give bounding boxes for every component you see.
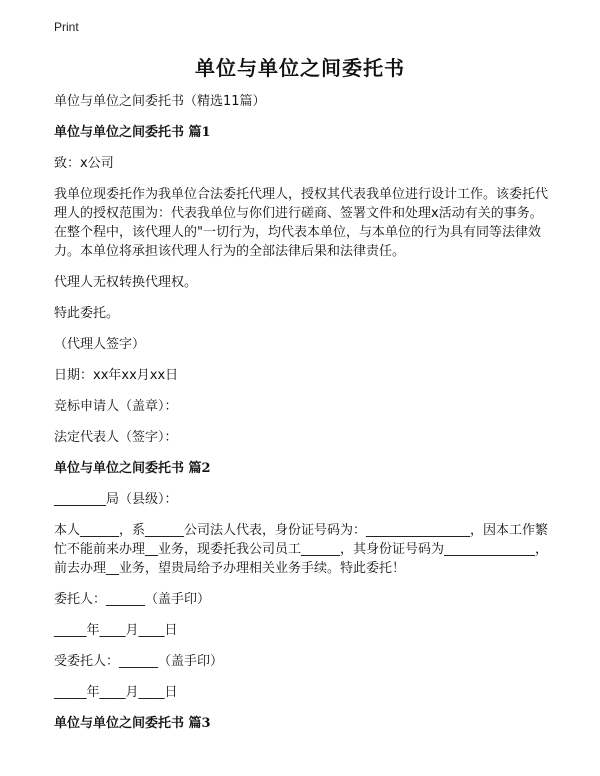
document-body: [54, 92, 554, 745]
addressee: 致：x公司: [54, 156, 114, 171]
section-heading-3: 单位与单位之间委托书 篇3: [54, 716, 211, 731]
principal-line: 委托人：______（盖手印）: [54, 592, 211, 607]
agent-line: 受委托人：______（盖手印）: [54, 654, 224, 669]
agent-date-line: _____年____月____日: [54, 685, 178, 700]
principal-date-line: _____年____月____日: [54, 623, 178, 638]
agent-signature: （代理人签字）: [54, 337, 146, 352]
section-2-body: 本人______，系______公司法人代表，身份证号码为：________________，因本工作繁忙不能前来办理__业务，现委托我公司员工______，其身份证号码为______________，前去办理__业务，望贵局给予办理相关业务手续。特此委托！: [54, 523, 549, 576]
legal-rep-signature: 法定代表人（签字）：: [54, 430, 178, 445]
section-heading-1: 单位与单位之间委托书 篇1: [54, 125, 211, 140]
section-heading-2: 单位与单位之间委托书 篇2: [54, 461, 211, 476]
no-transfer-clause: 代理人无权转换代理权。: [54, 275, 198, 290]
closing-statement: 特此委托。: [54, 306, 120, 321]
bidder-seal: 竞标申请人（盖章）：: [54, 399, 178, 414]
print-link[interactable]: Print: [54, 20, 79, 34]
page-title: 单位与单位之间委托书: [195, 56, 405, 80]
bureau-addressee: ________局（县级）：: [54, 492, 178, 507]
document-intro: 单位与单位之间委托书（精选11篇）: [54, 94, 266, 109]
section-1-body: 我单位现委托作为我单位合法委托代理人，授权其代表我单位进行设计工作。该委托代理人的授权范围为：代表我单位与你们进行磋商、签署文件和处理x活动有关的事务。在整个程中，该代理人的"一切行为，均代表本单位，与本单位的行为具有同等法律效力。本单位将承担该代理人行为的全部法律后果和法律责任。: [54, 187, 549, 259]
date-line: 日期：xx年xx月xx日: [54, 368, 179, 383]
